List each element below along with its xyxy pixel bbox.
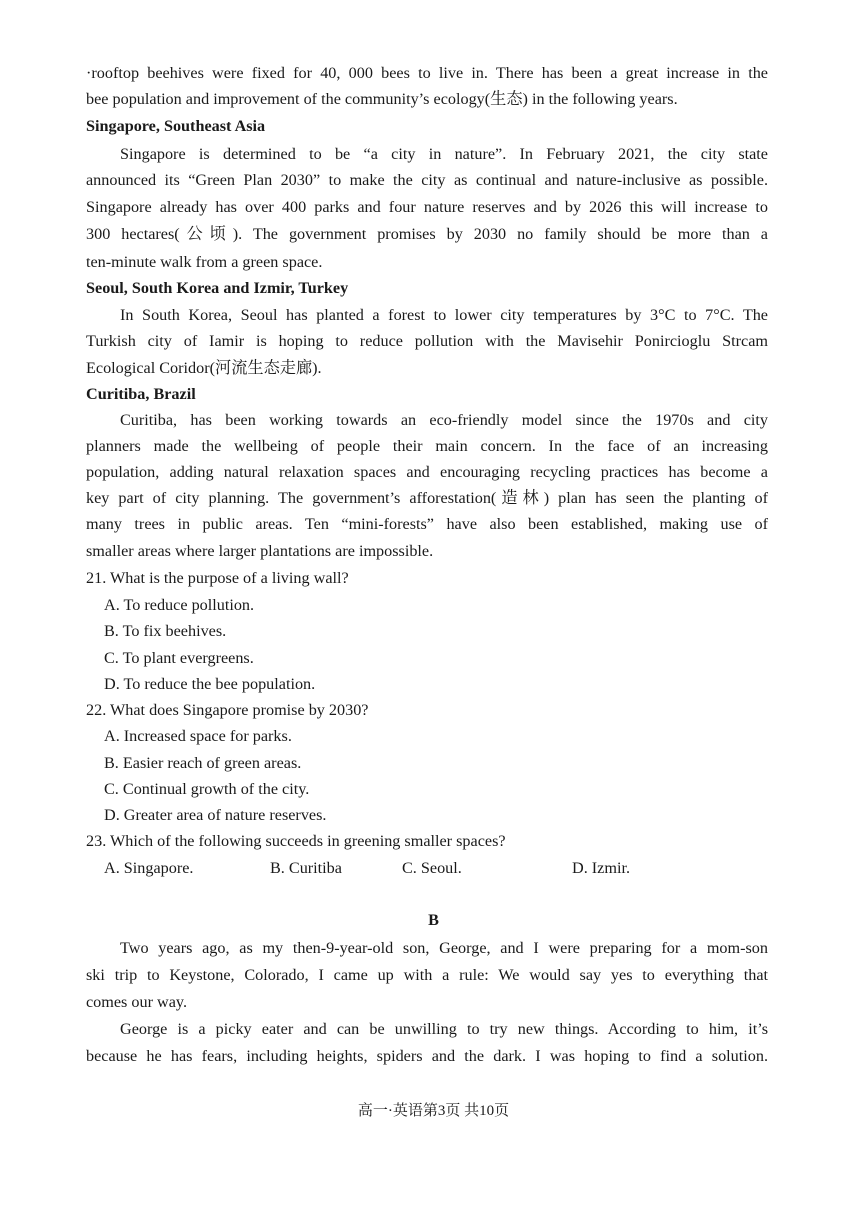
paragraph-line: Singapore is determined to be “a city in nature”. In February 2021, the city state <box>120 145 768 163</box>
section-heading-seoul-izmir: Seoul, South Korea and Izmir, Turkey <box>86 279 349 297</box>
question-22-option-a: A. Increased space for parks. <box>104 727 292 745</box>
paragraph-line: because he has fears, including heights, spiders and the dark. I was hoping to find a solution. <box>86 1047 768 1065</box>
question-21-stem: 21. What is the purpose of a living wall? <box>86 569 349 587</box>
question-21-option-a: A. To reduce pollution. <box>104 596 255 614</box>
question-22-option-d: D. Greater area of nature reserves. <box>104 806 327 824</box>
question-21-option-c: C. To plant evergreens. <box>104 649 254 667</box>
question-23-options <box>104 855 664 881</box>
paragraph-line: Curitiba, has been working towards an eco-friendly model since the 1970s and city <box>120 411 768 429</box>
paragraph-line: bee population and improvement of the community’s ecology(生态) in the following years. <box>86 90 678 108</box>
section-heading-curitiba: Curitiba, Brazil <box>86 385 196 403</box>
section-heading-singapore: Singapore, Southeast Asia <box>86 117 266 135</box>
page-footer: 高一·英语第3页 共10页 <box>357 1103 510 1119</box>
paragraph-line: ·rooftop beehives were fixed for 40, 000 bees to live in. There has been a great increase in the <box>86 64 768 82</box>
paragraph-line: 300 hectares(公顷). The government promises by 2030 no family should be more than a <box>86 225 768 243</box>
passage-b-label: B <box>428 911 439 929</box>
question-23-option-b: B. Curitiba <box>270 859 342 877</box>
paragraph-line: smaller areas where larger plantations are impossible. <box>86 542 434 560</box>
paragraph-line: Turkish city of Iamir is hoping to reduce pollution with the Mavisehir Ponircioglu Strcam <box>86 332 768 350</box>
paragraph-line: announced its “Green Plan 2030” to make the city as continual and nature-inclusive as possible. <box>86 171 768 189</box>
question-23-stem: 23. Which of the following succeeds in greening smaller spaces? <box>86 832 506 850</box>
question-23-option-d: D. Izmir. <box>572 859 630 877</box>
paragraph-line: population, adding natural relaxation spaces and encouraging recycling practices has become a <box>86 463 768 481</box>
question-22-stem: 22. What does Singapore promise by 2030? <box>86 701 369 719</box>
paragraph-line: comes our way. <box>86 993 187 1011</box>
paragraph-line: planners made the wellbeing of people their main concern. In the face of an increasing <box>86 437 768 455</box>
paragraph-line: In South Korea, Seoul has planted a forest to lower city temperatures by 3°C to 7°C. The <box>120 306 768 324</box>
paragraph-line: Singapore already has over 400 parks and four nature reserves and by 2026 this will increase to <box>86 198 768 216</box>
question-22-option-b: B. Easier reach of green areas. <box>104 754 302 772</box>
paragraph-line: George is a picky eater and can be unwilling to try new things. According to him, it’s <box>120 1020 768 1038</box>
paragraph-line: Ecological Coridor(河流生态走廊). <box>86 359 322 377</box>
question-21-option-d: D. To reduce the bee population. <box>104 675 316 693</box>
question-23-option-c: C. Seoul. <box>402 859 462 877</box>
question-21-option-b: B. To fix beehives. <box>104 622 227 640</box>
paragraph-line: key part of city planning. The government’s afforestation(造林) plan has seen the planting of <box>86 489 768 507</box>
question-22-option-c: C. Continual growth of the city. <box>104 780 310 798</box>
question-23-option-a: A. Singapore. <box>104 859 194 877</box>
paragraph-line: ten-minute walk from a green space. <box>86 253 323 271</box>
paragraph-line: many trees in public areas. Ten “mini-forests” have also been established, making use of <box>86 515 768 533</box>
paragraph-line: Two years ago, as my then-9-year-old son, George, and I were preparing for a mom-son <box>120 939 768 957</box>
paragraph-line: ski trip to Keystone, Colorado, I came up with a rule: We would say yes to everything that <box>86 966 768 984</box>
